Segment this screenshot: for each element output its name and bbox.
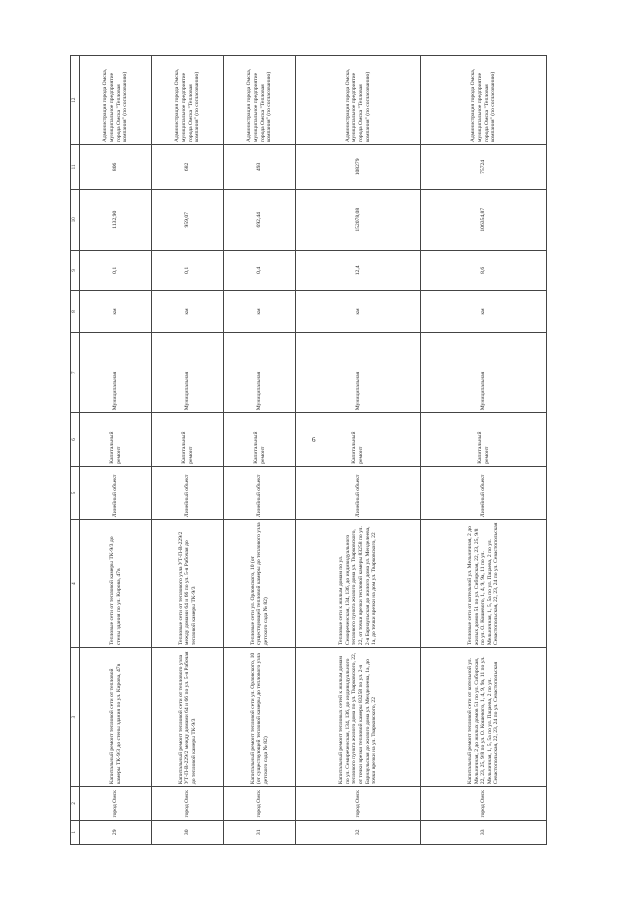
ownership-cell: Муниципальная: [224, 333, 296, 413]
responsible-cell: Администрация города Омска, муниципальное предприятие города Омска "Тепловая компания" (по согласованию): [152, 56, 224, 145]
object-type-cell: Линейный объект: [224, 466, 296, 519]
work-type-cell: Капитальный ремонт: [224, 413, 296, 466]
project-name-cell: Капитальный ремонт тепловой сети от котельной ул. Мельничная, 2 до жилых домов 51 по ул. Сибирская, 22, 23, 25, 9/8 по ул. О. Кошевого, 1, 4, 9, 9а, 11 по ул. Мельничная, 1, 5, 5а по ул. Пацаева, 2 по ул. Севастопольская, 22, 23, 24 по ул. Севастопольская: [421, 648, 547, 787]
object-type-cell: Линейный объект: [80, 466, 152, 519]
responsible-cell: Администрация города Омска, муниципальное предприятие города Омска "Тепловая компания" (по согласованию): [296, 56, 421, 145]
project-name-cell: Капитальный ремонт тепловой сети ул. Орловского, 10 (от существующей тепловой камеры до теплового узла детского сада № 82): [224, 648, 296, 787]
cost-cell: 692,44: [224, 189, 296, 250]
city-cell: город Омск: [152, 787, 224, 820]
unit-cell: км: [296, 290, 421, 332]
col-header: 2: [71, 787, 80, 820]
value-cell: 493: [224, 145, 296, 190]
objects-table: [70, 55, 547, 845]
cost-cell: 1132,90: [80, 189, 152, 250]
col-header: 12: [71, 56, 80, 145]
work-type-cell: Капитальный ремонт: [296, 413, 421, 466]
unit-cell: км: [80, 290, 152, 332]
value-cell: 108279: [296, 145, 421, 190]
page-number: 6: [312, 436, 316, 444]
col-header: 4: [71, 520, 80, 648]
col-header: 5: [71, 466, 80, 519]
object-type-cell: Линейный объект: [296, 466, 421, 519]
table-row: [152, 56, 224, 845]
project-name-cell: Капитальный ремонт тепловой сети от тепловой камеры ТК-9/3 до стены здания по ул. Кирова, 47в: [80, 648, 152, 787]
cost-cell: 959,07: [152, 189, 224, 250]
object-description-cell: Тепловые сети ул. Орловского, 10 (от существующей тепловой камеры до теплового узла детского сада № 82): [224, 520, 296, 648]
cost-cell: 152078,08: [296, 189, 421, 250]
ownership-cell: Муниципальная: [421, 333, 547, 413]
row-number: 29: [80, 820, 152, 844]
col-header: 6: [71, 413, 80, 466]
city-cell: город Омск: [224, 787, 296, 820]
responsible-cell: Администрация города Омска, муниципальное предприятие города Омска "Тепловая компания" (по согласованию): [421, 56, 547, 145]
length-cell: 0,4: [224, 250, 296, 290]
object-type-cell: Линейный объект: [421, 466, 547, 519]
row-number: 33: [421, 820, 547, 844]
col-header: 8: [71, 290, 80, 332]
col-header: 9: [71, 250, 80, 290]
cost-cell: 106354,87: [421, 189, 547, 250]
column-number-row: [71, 56, 80, 845]
rotated-table-container: [70, 55, 545, 845]
table-row: [421, 56, 547, 845]
city-cell: город Омск: [296, 787, 421, 820]
project-name-cell: Капитальный ремонт тепловых сетей к жилым домам по ул. Семиреченская, 134, 136, до индивидуального теплового пункта жилого дома по ул. Тварковского, 22, от точки врезки тепловой камеры 83258 по ул. 2-я Барнаульская до жилого дома ул. Менделеева, 1а, до точки врезки на ул. Тварковского, 22: [296, 648, 421, 787]
responsible-cell: Администрация города Омска, муниципальное предприятие города Омска "Тепловая компания" (по согласованию): [224, 56, 296, 145]
value-cell: 806: [80, 145, 152, 190]
length-cell: 12,4: [296, 250, 421, 290]
project-name-cell: Капитальный ремонт тепловой сети от теплового узла УТ-П-В-229/2 между домами 64 и 66 по ул. 5-я Рабочая до тепловой камеры ТК-9/3: [152, 648, 224, 787]
object-type-cell: Линейный объект: [152, 466, 224, 519]
length-cell: 0,1: [80, 250, 152, 290]
length-cell: 8,6: [421, 250, 547, 290]
unit-cell: км: [152, 290, 224, 332]
table-row: [80, 56, 152, 845]
col-header: 10: [71, 189, 80, 250]
responsible-cell: Администрация города Омска, муниципальное предприятие города Омска "Тепловая компания" (по согласованию): [80, 56, 152, 145]
table-row: [296, 56, 421, 845]
length-cell: 0,1: [152, 250, 224, 290]
row-number: 31: [224, 820, 296, 844]
ownership-cell: Муниципальная: [80, 333, 152, 413]
object-description-cell: Тепловые сети от тепловой камеры ТК-9/3 до стены здания по ул. Кирова, 47в: [80, 520, 152, 648]
row-number: 30: [152, 820, 224, 844]
unit-cell: км: [421, 290, 547, 332]
col-header: 11: [71, 145, 80, 190]
ownership-cell: Муниципальная: [296, 333, 421, 413]
table-row: [224, 56, 296, 845]
work-type-cell: Капитальный ремонт: [421, 413, 547, 466]
value-cell: 682: [152, 145, 224, 190]
object-description-cell: Тепловые сети к жилым домам по ул. Семиреченская, 134, 136, до индивидуального теплового пункта жилого дома ул. Тварковского, 22, от точки врезки тепловой камеры 83258 по ул. 2-я Барнаульская до жилого дома ул. Менделеева, 1а, до точки врезки на дом ул. Тварковского, 22: [296, 520, 421, 648]
ownership-cell: Муниципальная: [152, 333, 224, 413]
col-header: 7: [71, 333, 80, 413]
value-cell: 75724: [421, 145, 547, 190]
work-type-cell: Капитальный ремонт: [152, 413, 224, 466]
object-description-cell: Тепловые сети от теплового узла УТ-П-В-229/2 между домами 64 и 66 по ул. 5-я Рабочая до тепловой камеры ТК-9/3: [152, 520, 224, 648]
city-cell: город Омск: [421, 787, 547, 820]
col-header: 3: [71, 648, 80, 787]
city-cell: город Омск: [80, 787, 152, 820]
object-description-cell: Тепловые сети от котельной ул. Мельничная, 2 до жилых домов 51 по ул. Сибирская, 22, 23, 25, 9/8 по ул. О. Кошевого, 1, 4, 9, 9а, 11 по ул. Мельничная, 1, 5, 5а по ул. Пацаева, 2 по ул. Севастопольская, 22, 23, 24 по ул. Севастопольская: [421, 520, 547, 648]
col-header: 1: [71, 820, 80, 844]
work-type-cell: Капитальный ремонт: [80, 413, 152, 466]
row-number: 32: [296, 820, 421, 844]
unit-cell: км: [224, 290, 296, 332]
